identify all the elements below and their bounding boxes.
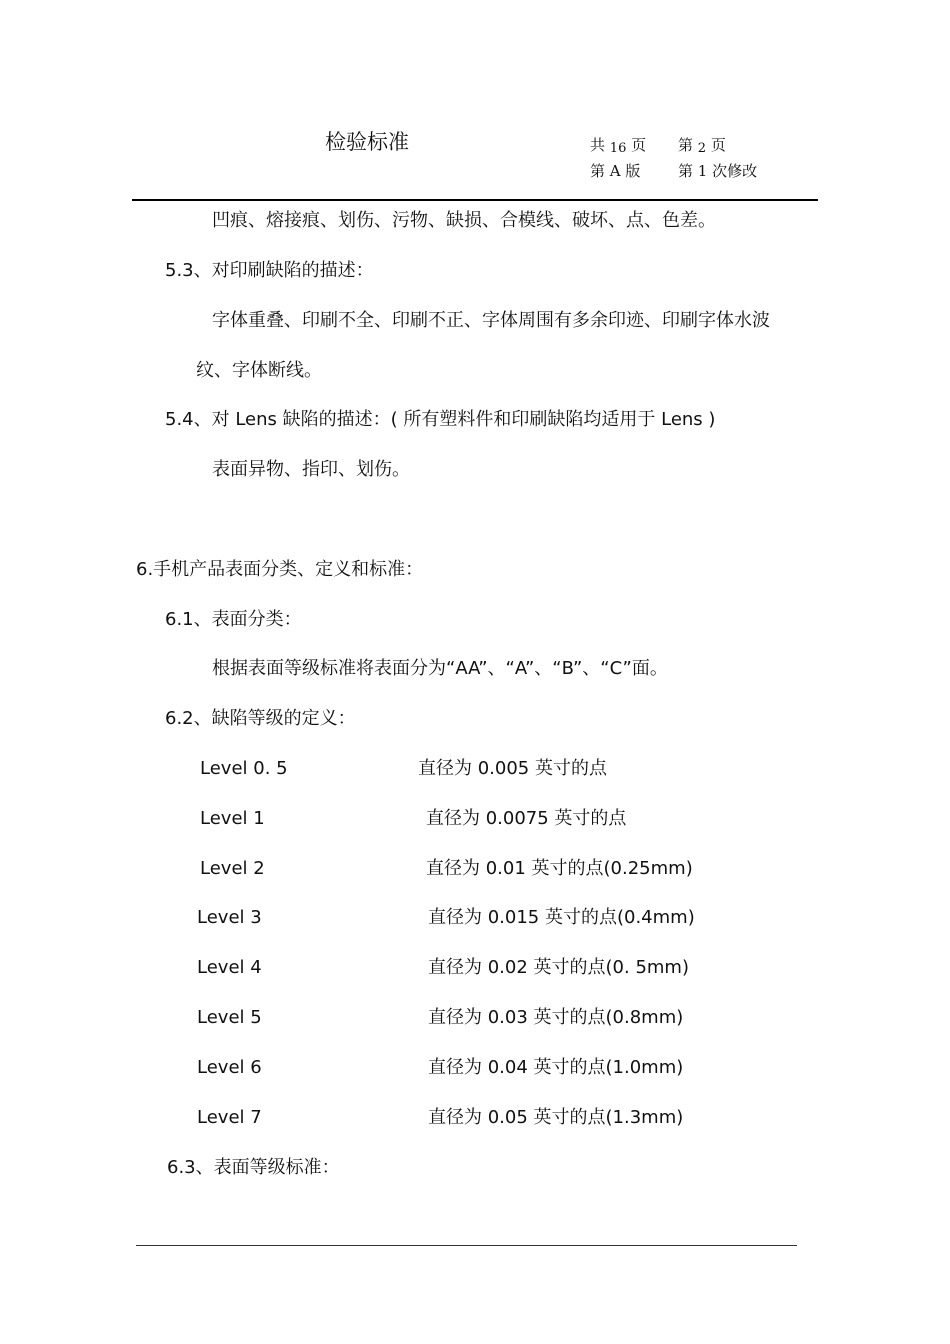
document-title: 检验标准	[325, 130, 409, 154]
plastic-defects-line: 凹痕、熔接痕、划伤、污物、缺损、合模线、破坏、点、色差。	[212, 210, 716, 231]
page-total-suffix: 页	[631, 136, 647, 154]
level-label: Level 2	[200, 858, 265, 879]
level-label: Level 6	[197, 1057, 262, 1078]
level-label: Level 1	[200, 808, 265, 829]
level-label: Level 0. 5	[200, 758, 288, 779]
level-description: 直径为 0.015 英寸的点(0.4mm)	[428, 907, 695, 928]
section-6-2-heading: 6.2、缺陷等级的定义：	[165, 708, 356, 729]
version: A	[609, 162, 621, 180]
level-label: Level 7	[197, 1107, 262, 1128]
level-label: Level 5	[197, 1007, 262, 1028]
page-current-prefix: 第	[678, 136, 694, 154]
level-description: 直径为 0.03 英寸的点(0.8mm)	[428, 1007, 684, 1028]
section-5-3-text-line1: 字体重叠、印刷不全、印刷不正、字体周围有多余印迹、印刷字体水波	[212, 310, 770, 331]
level-description: 直径为 0.005 英寸的点	[418, 758, 607, 779]
level-description: 直径为 0.05 英寸的点(1.3mm)	[428, 1107, 684, 1128]
revision-prefix: 第	[678, 162, 694, 180]
level-label: Level 4	[197, 957, 262, 978]
section-5-3-heading: 5.3、对印刷缺陷的描述：	[165, 260, 374, 281]
version-suffix: 版	[625, 162, 641, 180]
footer-rule	[136, 1245, 797, 1246]
page-total: 16	[609, 141, 627, 156]
section-6-3-heading: 6.3、表面等级标准：	[167, 1157, 340, 1178]
level-description: 直径为 0.02 英寸的点(0. 5mm)	[428, 957, 689, 978]
version-line	[590, 160, 640, 181]
level-label: Level 3	[197, 907, 262, 928]
page-current-line	[678, 134, 726, 155]
section-6-1-text: 根据表面等级标准将表面分为“AA”、“A”、“B”、“C”面。	[212, 658, 668, 679]
section-5-4-text: 表面异物、指印、划伤。	[212, 459, 410, 480]
revision-line	[678, 160, 757, 181]
level-description: 直径为 0.01 英寸的点(0.25mm)	[426, 858, 693, 879]
page-count-line	[590, 134, 646, 155]
level-description: 直径为 0.04 英寸的点(1.0mm)	[428, 1057, 684, 1078]
page-total-prefix: 共	[590, 136, 606, 154]
section-5-4-heading: 5.4、对 Lens 缺陷的描述：( 所有塑料件和印刷缺陷均适用于 Lens )	[165, 409, 716, 430]
header-rule	[132, 199, 818, 201]
section-5-3-text-line2: 纹、字体断线。	[196, 360, 322, 381]
section-6-1-heading: 6.1、表面分类：	[165, 609, 302, 630]
revision: 1	[697, 162, 708, 180]
page-current: 2	[697, 141, 707, 156]
page-current-suffix: 页	[710, 136, 726, 154]
revision-suffix: 次修改	[712, 162, 758, 180]
level-description: 直径为 0.0075 英寸的点	[426, 808, 627, 829]
version-prefix: 第	[590, 162, 606, 180]
section-6-heading: 6.手机产品表面分类、定义和标准：	[136, 559, 424, 580]
